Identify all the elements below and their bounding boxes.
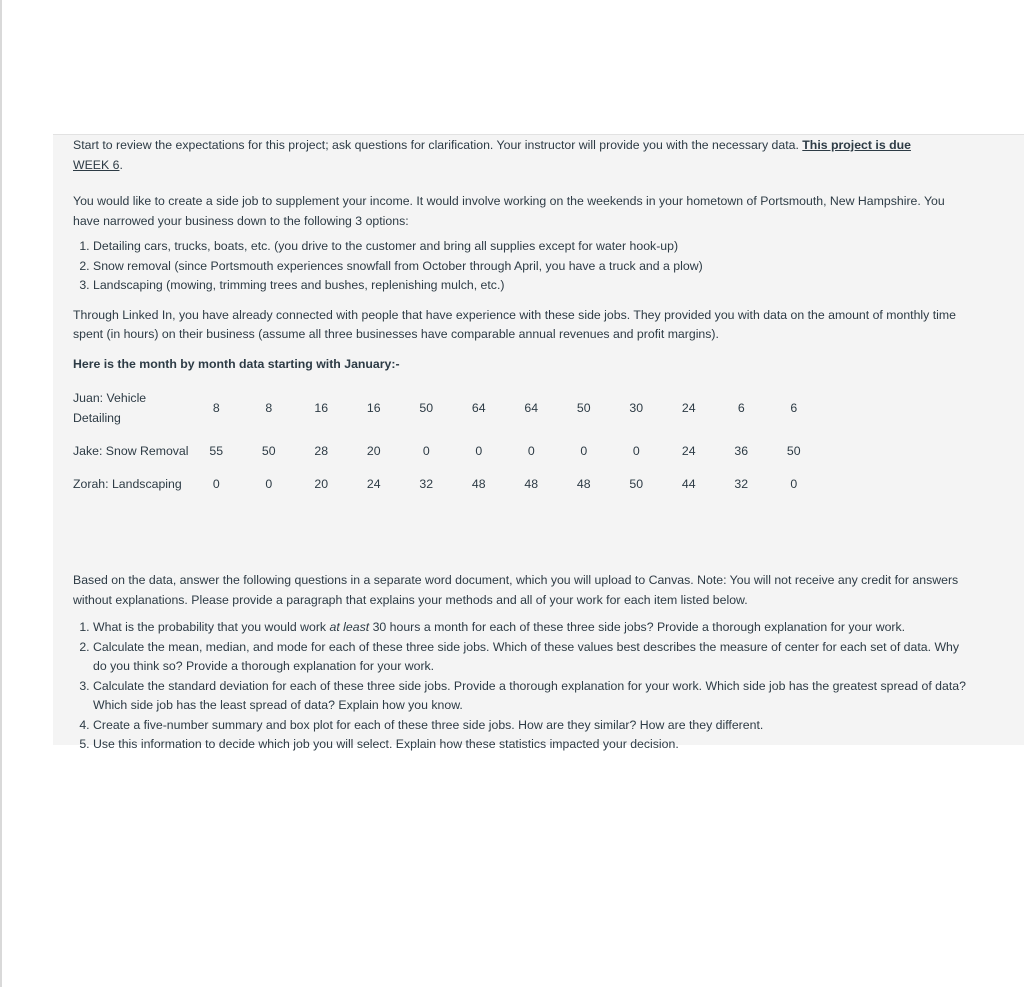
table-cell: 48	[524, 477, 539, 492]
options-list	[73, 237, 973, 296]
question-2: 2. Calculate the mean, median, and mode for each of these three side jobs. Which of these values best describes the measure of center for each set of data. Why do you think so? Provide a thorough explanation for your work.	[93, 638, 973, 677]
table-cell: 48	[471, 477, 486, 492]
table-cell: 0	[527, 443, 535, 458]
table-cell: 48	[576, 477, 591, 492]
option-snow-removal: 2. Snow removal (since Portsmouth experiences snowfall from October through April, you have a truck and a plow)	[93, 257, 973, 277]
table-cell: 24	[681, 400, 696, 415]
assignment-content	[73, 136, 973, 755]
row-name: Zorah: Landscaping	[73, 477, 182, 492]
table-cell: 50	[261, 443, 276, 458]
table-cell: 32	[734, 477, 749, 492]
page-left-border	[0, 0, 2, 987]
due-week: WEEK 6	[73, 157, 120, 172]
table-cell: 0	[580, 443, 588, 458]
table-cell: 0	[790, 477, 798, 492]
table-cell: 0	[475, 443, 483, 458]
question-3: 3. Calculate the standard deviation for each of these three side jobs. Provide a thorough explanation for your work. Which side job has the greatest spread of data? Which side job has the least spread of data? Explain how you know.	[93, 677, 973, 716]
question-1-emphasis: at least	[329, 620, 370, 634]
table-cell: 0	[422, 443, 430, 458]
table-cell: 44	[681, 477, 696, 492]
table-cell: 30	[629, 400, 644, 415]
table-cell: 36	[734, 443, 749, 458]
table-cell: 55	[209, 443, 224, 458]
table-cell: 20	[314, 477, 329, 492]
table-cell: 24	[681, 443, 696, 458]
scenario-paragraph: You would like to create a side job to supplement your income. It would involve working on the weekends in your hometown of Portsmouth, New Hampshire. You have narrowed your business down to the following 3 options:	[73, 194, 945, 228]
table-cell: 0	[212, 477, 220, 492]
table-cell: 20	[366, 443, 381, 458]
table-cell: 16	[314, 400, 329, 415]
table-cell: 64	[471, 400, 486, 415]
table-cell: 50	[576, 400, 591, 415]
table-cell: 50	[786, 443, 801, 458]
option-landscaping: 3. Landscaping (mowing, trimming trees and bushes, replenishing mulch, etc.)	[93, 276, 973, 296]
intro-paragraph	[73, 136, 973, 175]
question-1	[93, 618, 973, 638]
data-heading: Here is the month by month data starting with January:-	[73, 356, 400, 371]
row-name: Jake: Snow Removal	[73, 443, 189, 458]
table-cell: 8	[265, 400, 273, 415]
table-cell: 6	[790, 400, 798, 415]
table-cell: 16	[366, 400, 381, 415]
questions-list	[73, 618, 973, 755]
due-end: .	[119, 157, 123, 172]
table-cell: 6	[737, 400, 745, 415]
row-name: Juan: Vehicle Detailing	[73, 391, 147, 425]
table-cell: 50	[419, 400, 434, 415]
table-row-juan	[73, 387, 820, 430]
table-row-zorah	[73, 473, 820, 497]
instructions-paragraph: Based on the data, answer the following questions in a separate word document, which you will upload to Canvas. Note: You will not receive any credit for answers without explanations. Please provide a paragraph that explains your methods and all of your work for each item listed below.	[73, 573, 959, 607]
question-1-before: What is the probability that you would work	[93, 620, 330, 634]
table-cell: 28	[314, 443, 329, 458]
table-cell: 32	[419, 477, 434, 492]
table-cell: 8	[212, 400, 220, 415]
table-cell: 24	[366, 477, 381, 492]
table-cell: 64	[524, 400, 539, 415]
due-text: This project is due	[802, 138, 911, 152]
linkedin-paragraph: Through Linked In, you have already connected with people that have experience with these side jobs. They provided you with data on the amount of monthly time spent (in hours) on their business (assume all three businesses have comparable annual revenues and profit margins).	[73, 307, 956, 341]
table-cell: 0	[632, 443, 640, 458]
table-row-jake	[73, 430, 820, 473]
table-cell: 50	[629, 477, 644, 492]
top-divider	[53, 134, 1024, 135]
question-4: 4. Create a five-number summary and box plot for each of these three side jobs. How are they similar? How are they different.	[93, 716, 973, 736]
intro-text: Start to review the expectations for this project; ask questions for clarification. Your instructor will provide you with the necessary data.	[73, 138, 803, 152]
hours-table	[73, 387, 820, 497]
table-cell: 0	[265, 477, 273, 492]
question-1-after: 30 hours a month for each of these three side jobs? Provide a thorough explanation for your work.	[369, 620, 906, 634]
question-5: 5. Use this information to decide which job you will select. Explain how these statistics impacted your decision.	[93, 735, 973, 755]
table-spacer	[73, 497, 973, 571]
option-detailing: 1. Detailing cars, trucks, boats, etc. (you drive to the customer and bring all supplies except for water hook-up)	[93, 237, 973, 257]
